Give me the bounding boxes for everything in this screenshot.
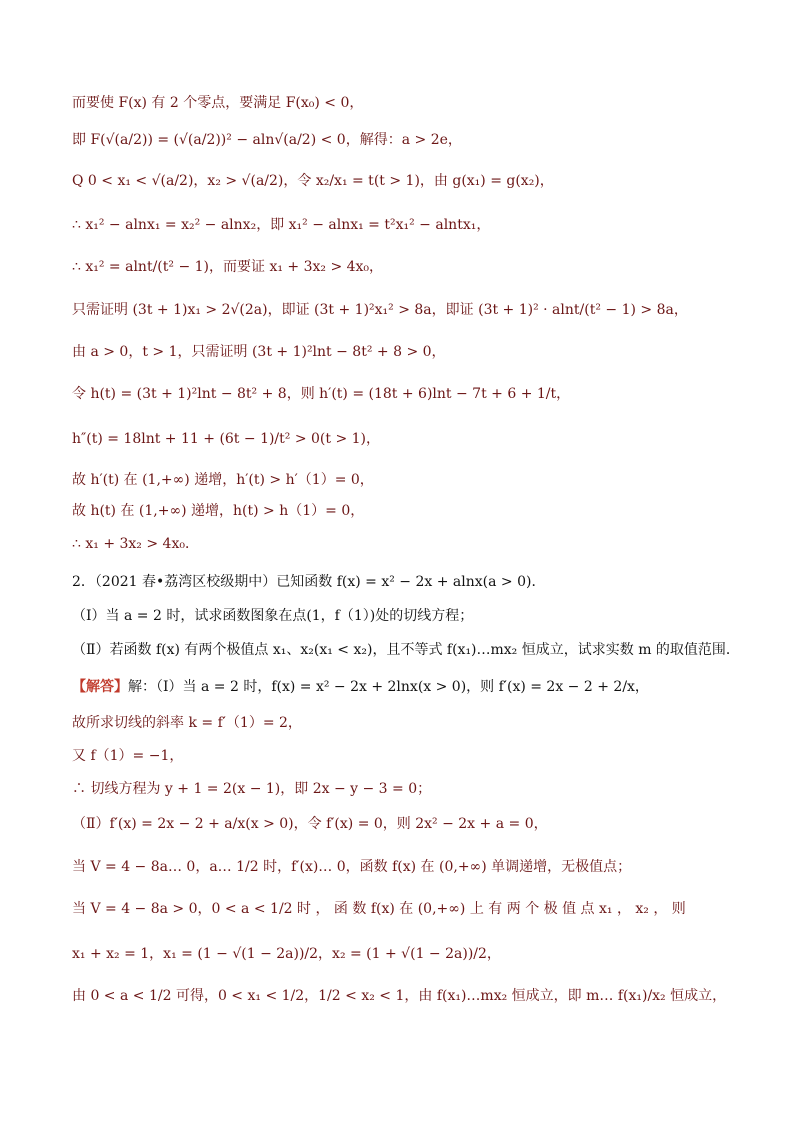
text-line: 由 0 < a < 1/2 可得，0 < x₁ < 1/2，1/2 < x₂ < 1，由 f(x₁)…mx₂ 恒成立，即 m… f(x₁)/x₂ 恒成立， [72,988,727,1004]
text-line: x₁ + x₂ = 1，x₁ = (1 − √(1 − 2a))/2，x₂ = (1 + √(1 − 2a))/2， [72,946,501,962]
text-line: ∴ x₁² = alnt/(t² − 1)，而要证 x₁ + 3x₂ > 4x₀， [72,259,384,275]
text-line: ∴ x₁ + 3x₂ > 4x₀． [72,536,199,552]
text-line: h″(t) = 18lnt + 11 + (6t − 1)/t² > 0(t > 1)， [72,431,381,447]
text-line: （Ⅱ）若函数 f(x) 有两个极值点 x₁、x₂(x₁ < x₂)，且不等式 f(x₁)…mx₂ 恒成立，试求实数 m 的取值范围． [72,642,740,658]
text-line: 由 a > 0，t > 1，只需证明 (3t + 1)²lnt − 8t² + 8 > 0， [72,344,446,360]
text-line: 而要使 F(x) 有 2 个零点，要满足 F(x₀) < 0， [72,95,364,111]
text-line: （Ⅰ）当 a = 2 时，试求函数图象在点(1，f（1）)处的切线方程； [72,608,474,624]
text-line: 【解答】解：（Ⅰ）当 a = 2 时，f(x) = x² − 2x + 2lnx(x > 0)，则 f′(x) = 2x − 2 + 2/x， [72,679,649,695]
text-line: 故所求切线的斜率 k = f′（1）= 2， [72,715,302,731]
text-line: 又 f（1）= −1， [72,748,184,764]
text-line: 故 h(t) 在 (1,+∞) 递增，h(t) > h（1）= 0， [72,503,365,519]
text-line: 2．（2021 春•荔湾区校级期中）已知函数 f(x) = x² − 2x + alnx(a > 0)． [72,574,546,590]
text-line: ∴ x₁² − alnx₁ = x₂² − alnx₂，即 x₁² − alnx₁ = t²x₁² − alntx₁， [72,217,491,233]
text-line: 令 h(t) = (3t + 1)²lnt − 8t² + 8，则 h′(t) = (18t + 6)lnt − 7t + 6 + 1/t， [72,386,571,402]
text-line: 即 F(√(a/2)) = (√(a/2))² − aln√(a/2) < 0，解得：a > 2e， [72,132,462,148]
text-line: ∴ 切线方程为 y + 1 = 2(x − 1)，即 2x − y − 3 = 0； [72,781,432,797]
text-line: 故 h′(t) 在 (1,+∞) 递增，h′(t) > h′（1）= 0， [72,472,374,488]
text-line: 当 V = 4 − 8a > 0，0 < a < 1/2 时 ， 函 数 f(x) 在 (0,+∞) 上 有 两 个 极 值 点 x₁ ， x₂ ， 则 [72,901,686,917]
text-line: Q 0 < x₁ < √(a/2)，x₂ > √(a/2)，令 x₂/x₁ = t(t > 1)，由 g(x₁) = g(x₂)， [72,173,554,189]
text-line: 只需证明 (3t + 1)x₁ > 2√(2a)，即证 (3t + 1)²x₁² > 8a，即证 (3t + 1)² · alnt/(t² − 1) > 8a， [72,302,688,318]
text-line: 当 V = 4 − 8a… 0，a… 1/2 时，f′(x)… 0，函数 f(x) 在 (0,+∞) 单调递增，无极值点； [72,859,632,875]
text-line: （Ⅱ）f′(x) = 2x − 2 + a/x(x > 0)，令 f′(x) = 0，则 2x² − 2x + a = 0， [72,816,548,832]
